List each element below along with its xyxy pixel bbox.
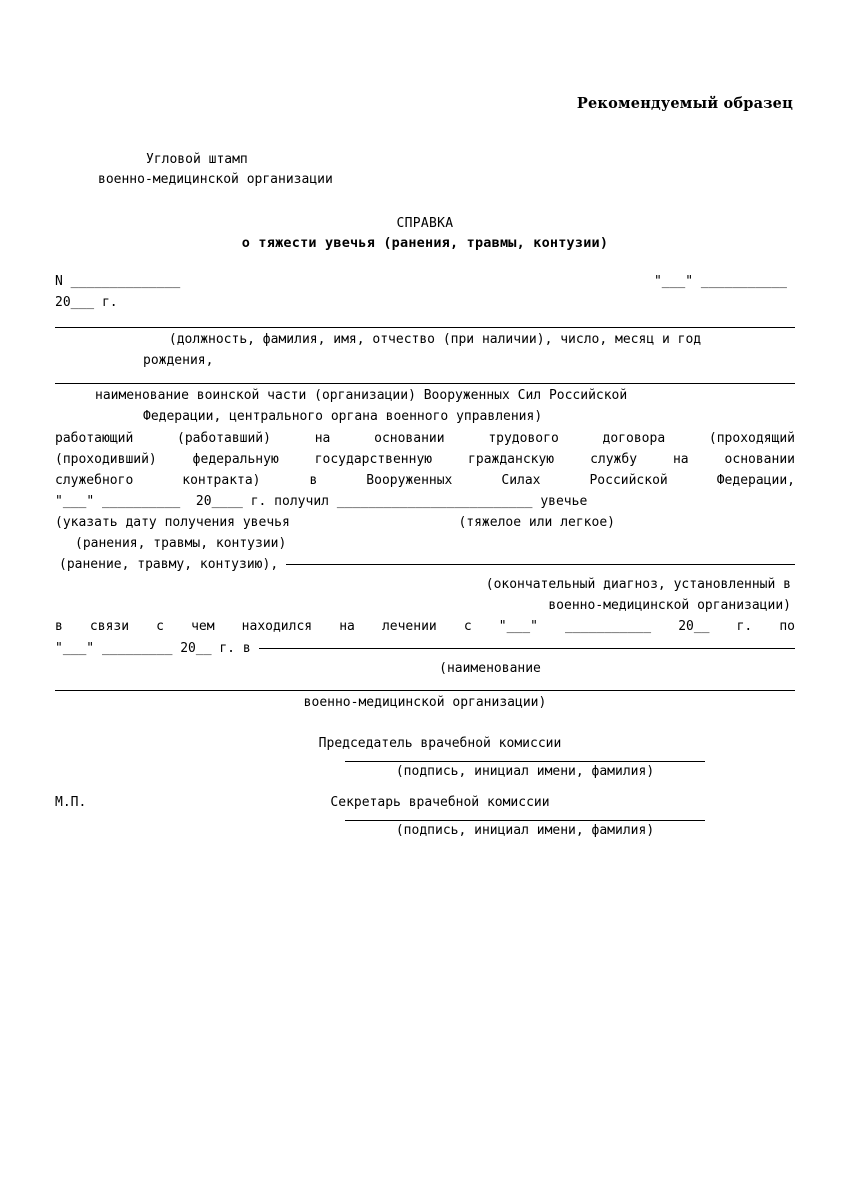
employment-para-line-2: (проходивший) федеральную государственную гражданскую службу на основании bbox=[55, 451, 795, 467]
injury-date-quote-close: " bbox=[86, 493, 95, 509]
date-quote-open: " bbox=[653, 274, 662, 290]
document-number-field bbox=[55, 271, 180, 292]
document-title-block bbox=[55, 216, 795, 251]
injury-severity-blank: _________________________ bbox=[336, 493, 533, 509]
chairman-title: Председатель врачебной комиссии bbox=[318, 736, 562, 752]
stamp-place-label: М.П. bbox=[55, 795, 87, 811]
person-field-caption: (должность, фамилия, имя, отчество (при наличии), число, месяц и год bbox=[168, 332, 702, 348]
date-day-blank: ___ bbox=[661, 274, 686, 290]
unit-field-rule bbox=[55, 383, 795, 384]
org-name-rule-2 bbox=[55, 690, 795, 691]
injury-date-hint-row bbox=[55, 512, 795, 533]
injury-severity-hint: (тяжелое или легкое) bbox=[458, 514, 615, 530]
chairman-signature-rule bbox=[345, 761, 705, 762]
injury-date-quote-open: " bbox=[55, 493, 63, 509]
injury-suffix: увечье bbox=[540, 493, 588, 509]
treatment-end-date: "___" _________ 20__ г. в bbox=[55, 640, 251, 656]
year-suffix: г. bbox=[101, 295, 118, 311]
recommended-sample-label: Рекомендуемый образец bbox=[576, 95, 793, 112]
year-prefix: 20 bbox=[55, 295, 71, 311]
diagnosis-row bbox=[55, 554, 795, 575]
org-name-caption: (наименование bbox=[439, 660, 541, 676]
diagnosis-blank-rule bbox=[286, 564, 795, 565]
injury-date-hint: (указать дату получения увечья bbox=[55, 514, 290, 530]
employment-para-line-1: работающий (работавший) на основании трудового договора (проходящий bbox=[55, 430, 795, 446]
page-title: СПРАВКА bbox=[396, 216, 454, 232]
secretary-title: Секретарь врачебной комиссии bbox=[330, 795, 550, 811]
corner-stamp-block bbox=[98, 150, 795, 190]
org-name-blank-rule bbox=[259, 648, 796, 649]
chairman-signature-caption: (подпись, инициал имени, фамилия) bbox=[395, 764, 655, 780]
corner-stamp-line-2: военно-медицинской организации bbox=[98, 172, 333, 188]
signatures-block bbox=[55, 736, 795, 838]
employment-para-line-3: служебного контракта) в Вооруженных Силах Российской Федерации, bbox=[55, 472, 795, 488]
diagnosis-caption-2: военно-медицинской организации) bbox=[548, 597, 791, 613]
injury-kind-hint-2: (ранение, травму, контузию), bbox=[59, 556, 279, 572]
year-blank: ___ bbox=[70, 295, 95, 311]
injury-date-year-blank: ____ bbox=[211, 493, 243, 509]
injury-date-month: __________ bbox=[101, 493, 181, 509]
person-field-caption-2: рождения, bbox=[143, 353, 214, 369]
injury-date-row bbox=[55, 491, 795, 512]
injury-date-year-suffix: г. получил bbox=[250, 493, 329, 509]
unit-field-caption: наименование воинской части (организации) Вооруженных Сил Российской bbox=[95, 387, 628, 403]
document-body bbox=[55, 95, 795, 838]
date-month-blank: ___________ bbox=[700, 274, 787, 290]
corner-stamp-line-1: Угловой штамп bbox=[146, 152, 248, 167]
date-quote-close: " bbox=[685, 274, 694, 290]
number-prefix: N bbox=[55, 274, 63, 290]
diagnosis-caption: (окончательный диагноз, установленный в bbox=[485, 576, 791, 592]
person-field-rule bbox=[55, 327, 795, 328]
secretary-signature-caption: (подпись, инициал имени, фамилия) bbox=[395, 823, 655, 839]
document-date-field bbox=[654, 271, 795, 292]
number-and-date-row bbox=[55, 271, 795, 292]
secretary-signature-rule bbox=[345, 820, 705, 821]
unit-field-caption-2: Федерации, центрального органа военного управления) bbox=[143, 408, 543, 424]
injury-date-year-prefix: 20 bbox=[195, 493, 212, 509]
treatment-line-2 bbox=[55, 638, 795, 659]
number-blank: ______________ bbox=[70, 274, 181, 290]
injury-date-day: ___ bbox=[62, 493, 87, 509]
document-year-row bbox=[55, 292, 795, 313]
page-subtitle: о тяжести увечья (ранения, травмы, контузии) bbox=[241, 235, 609, 252]
treatment-line-1: в связи с чем находился на лечении с "___" ___________ 20__ г. по bbox=[55, 619, 795, 635]
injury-kind-hint-1: (ранения, травмы, контузии) bbox=[75, 535, 287, 551]
org-name-caption-2: военно-медицинской организации) bbox=[303, 695, 547, 711]
